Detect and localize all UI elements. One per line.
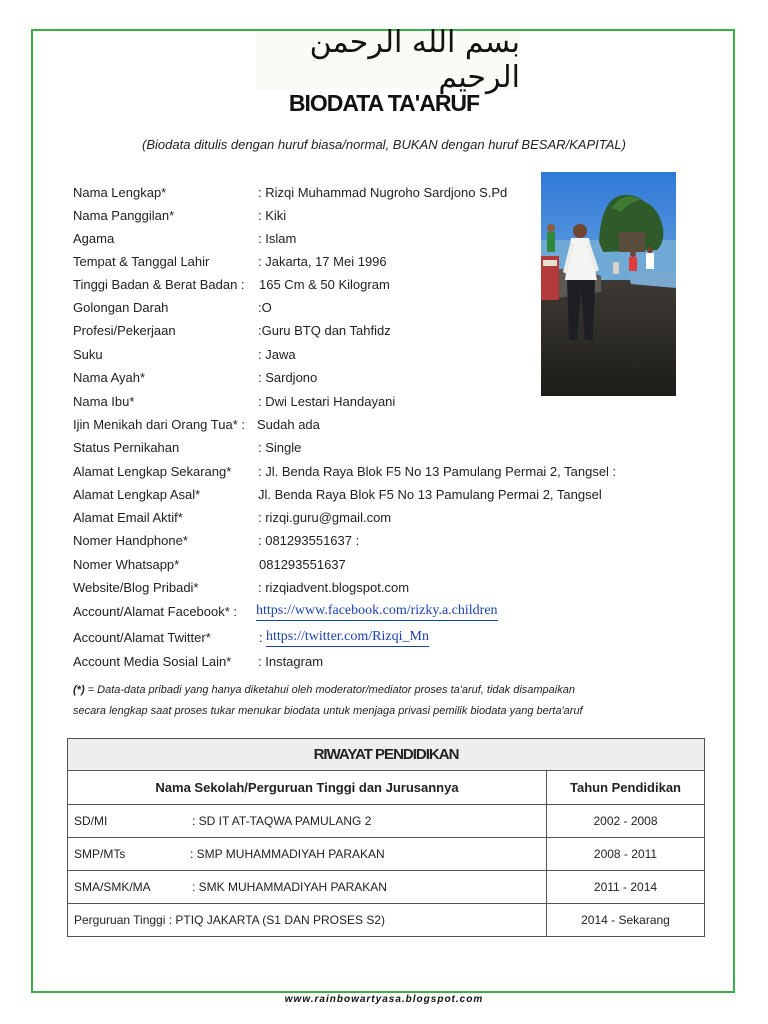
field-website: Website/Blog Pribadi* : rizqiadvent.blogspot.com	[73, 580, 410, 595]
document-title: BIODATA TA'ARUF	[288, 90, 480, 116]
field-ijin-menikah: Ijin Menikah dari Orang Tua* : Sudah ada	[73, 417, 320, 432]
table-row: Perguruan Tinggi : PTIQ JAKARTA (S1 DAN PROSES S2) 2014 - Sekarang	[68, 904, 705, 937]
field-nama-ayah: Nama Ayah* : Sardjono	[73, 370, 318, 385]
twitter-link[interactable]: https://twitter.com/Rizqi_Mn	[266, 629, 429, 647]
footer-website: www.rainbowartyasa.blogspot.com	[284, 994, 484, 1005]
basmalah-calligraphy: بسم الله الرحمن الرحيم	[256, 31, 520, 89]
document-subtitle: (Biodata ditulis dengan huruf biasa/normal, BUKAN dengan huruf BESAR/KAPITAL)	[142, 137, 626, 152]
table-row: SMP/MTs : SMP MUHAMMADIYAH PARAKAN 2008 - 2011	[68, 838, 705, 871]
table-row: SMA/SMK/MA : SMK MUHAMMADIYAH PARAKAN 2011 - 2014	[68, 871, 705, 904]
profile-photo	[541, 172, 676, 396]
education-title: RIWAYAT PENDIDIKAN	[68, 739, 705, 771]
column-header-school: Nama Sekolah/Perguruan Tinggi dan Jurusannya	[68, 771, 547, 805]
field-facebook: Account/Alamat Facebook* : https://www.facebook.com/rizky.a.children	[73, 603, 498, 619]
privacy-note-line2: secara lengkap saat proses tukar menukar biodata untuk menjaga privasi pemilik biodata yang berta'aruf	[73, 705, 583, 717]
field-status-pernikahan: Status Pernikahan : Single	[73, 440, 302, 455]
facebook-link[interactable]: https://www.facebook.com/rizky.a.children	[256, 603, 498, 621]
field-handphone: Nomer Handphone* : 081293551637 :	[73, 533, 360, 548]
field-tempat-tanggal-lahir: Tempat & Tanggal Lahir : Jakarta, 17 Mei 1996	[73, 254, 387, 269]
table-row: SD/MI : SD IT AT-TAQWA PAMULANG 2 2002 - 2008	[68, 805, 705, 838]
field-nama-ibu: Nama Ibu* : Dwi Lestari Handayani	[73, 394, 396, 409]
field-golongan-darah: Golongan Darah :O	[73, 300, 272, 315]
field-alamat-asal: Alamat Lengkap Asal* Jl. Benda Raya Blok F5 No 13 Pamulang Permai 2, Tangsel	[73, 487, 602, 502]
field-media-sosial: Account Media Sosial Lain* : Instagram	[73, 654, 324, 669]
field-profesi: Profesi/Pekerjaan :Guru BTQ dan Tahfidz	[73, 323, 391, 338]
field-alamat-sekarang: Alamat Lengkap Sekarang* : Jl. Benda Raya Blok F5 No 13 Pamulang Permai 2, Tangsel :	[73, 464, 617, 479]
column-header-year: Tahun Pendidikan	[547, 771, 705, 805]
field-tinggi-berat: Tinggi Badan & Berat Badan : 165 Cm & 50 Kilogram	[73, 277, 390, 292]
education-table	[67, 738, 705, 937]
field-nama-panggilan: Nama Panggilan* : Kiki	[73, 208, 287, 223]
field-email: Alamat Email Aktif* : rizqi.guru@gmail.com	[73, 510, 392, 525]
privacy-note-line1: (*) = Data-data pribadi yang hanya diketahui oleh moderator/mediator proses ta'aruf, tidak disampaikan	[73, 684, 575, 696]
field-suku: Suku : Jawa	[73, 347, 296, 362]
field-nama-lengkap: Nama Lengkap* : Rizqi Muhammad Nugroho Sardjono S.Pd	[73, 185, 508, 200]
field-agama: Agama : Islam	[73, 231, 297, 246]
field-twitter: Account/Alamat Twitter* : https://twitter.com/Rizqi_Mn	[73, 629, 429, 645]
field-whatsapp: Nomer Whatsapp* 081293551637	[73, 557, 346, 572]
